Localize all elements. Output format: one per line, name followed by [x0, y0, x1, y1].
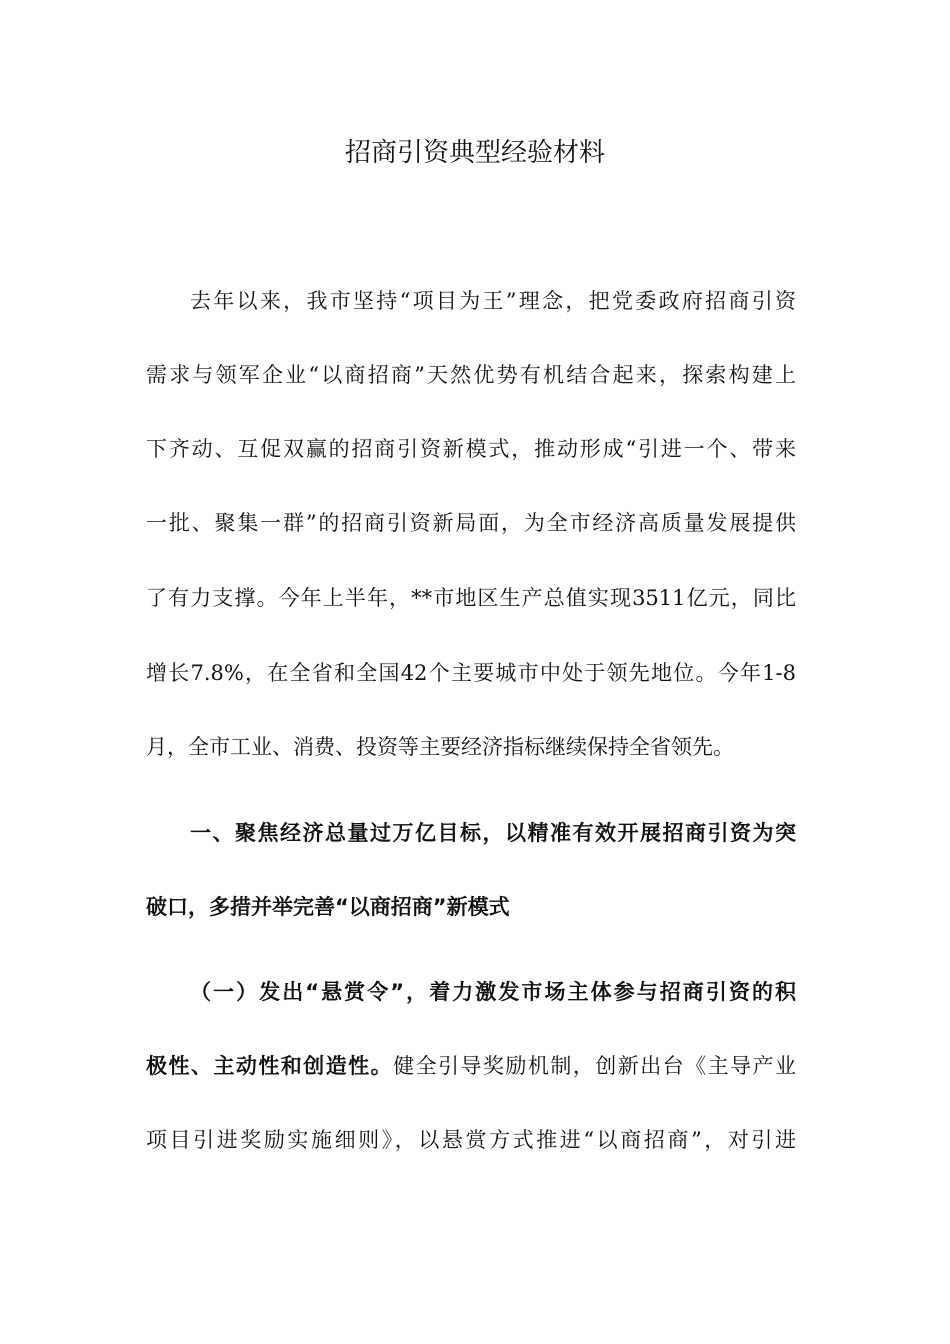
subsection-body-line-3: 项目引进奖励实施细则》，以悬赏方式推进“以商招商”，对引进 — [146, 1128, 796, 1152]
section-heading-line-2: 破口，多措并举完善“以商招商”新模式 — [146, 895, 510, 919]
intro-line-4: 一批、聚集一群”的招商引资新局面，为全市经济高质量发展提供 — [146, 511, 796, 535]
intro-line-5: 了有力支撑。今年上半年，**市地区生产总值实现3511亿元，同比 — [146, 586, 796, 610]
document-title: 招商引资典型经验材料 — [344, 138, 605, 168]
subsection-heading-line-2: 极性、主动性和创造性。 — [146, 1054, 394, 1078]
intro-line-2: 需求与领军企业“以商招商”天然优势有机结合起来，探索构建上 — [146, 363, 796, 387]
intro-line-3: 下齐动、互促双赢的招商引资新模式，推动形成“引进一个、带来 — [146, 437, 796, 461]
intro-line-7: 月，全市工业、消费、投资等主要经济指标继续保持全省领先。 — [146, 735, 734, 759]
section-heading-line-1: 一、聚焦经济总量过万亿目标，以精准有效开展招商引资为突 — [190, 821, 796, 845]
intro-line-6: 增长7.8%，在全省和全国42个主要城市中处于领先地位。今年1-8 — [146, 661, 796, 685]
intro-line-1: 去年以来，我市坚持“项目为王”理念，把党委政府招商引资 — [190, 289, 796, 313]
subsection-line-2 — [146, 1046, 796, 1086]
subsection-heading-line-1: （一）发出“悬赏令”，着力激发市场主体参与招商引资的积 — [190, 980, 796, 1004]
subsection-body-line-2: 健全引导奖励机制，创新出台《主导产业 — [393, 1054, 796, 1078]
